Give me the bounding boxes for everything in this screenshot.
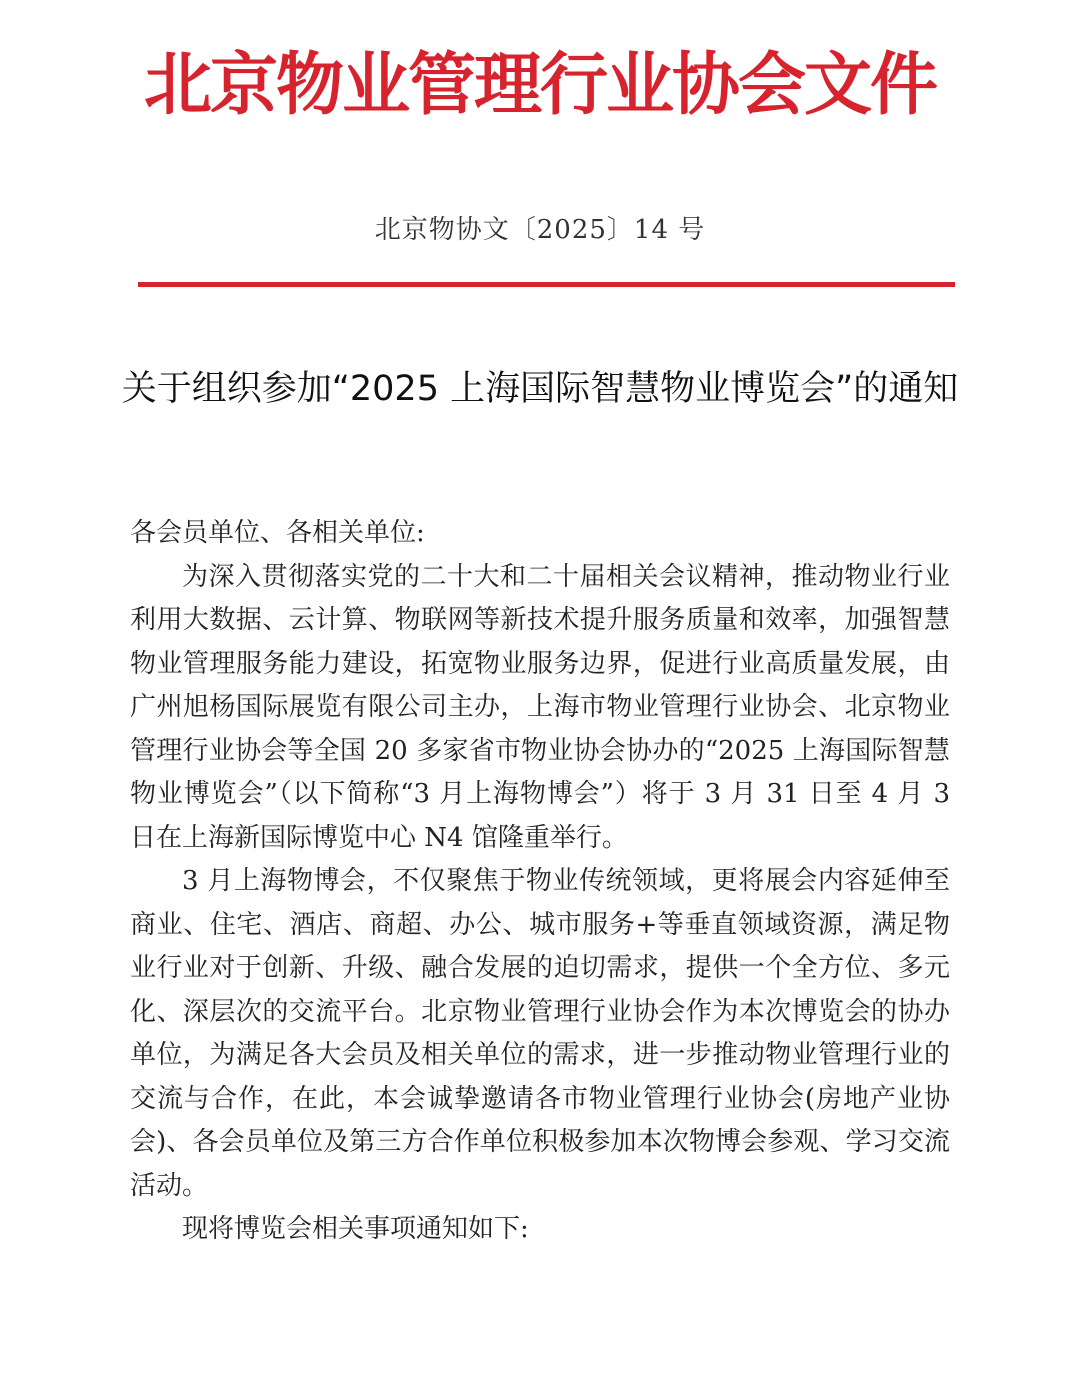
salutation: 各会员单位、各相关单位: (130, 518, 425, 548)
document-body (130, 512, 950, 1252)
body-paragraph-2: 3 月上海物博会，不仅聚焦于物业传统领域，更将展会内容延伸至商业、住宅、酒店、商超、办公、城市服务+等垂直领域资源，满足物业行业对于创新、升级、融合发展的迫切需求，提供一个全方位、多元化、深层次的交流平台。北京物业管理行业协会作为本次博览会的协办单位，为满足各大会员及相关单位的需求，进一步推动物业管理行业的交流与合作，在此，本会诚挚邀请各市物业管理行业协会(房地产业协会)、各会员单位及第三方合作单位积极参加本次物博会参观、学习交流活动。 (130, 866, 950, 1201)
document-number: 北京物协文〔2025〕14 号 (374, 215, 706, 245)
body-paragraph-1: 为深入贯彻落实党的二十大和二十届相关会议精神，推动物业行业利用大数据、云计算、物联网等新技术提升服务质量和效率，加强智慧物业管理服务能力建设，拓宽物业服务边界，促进行业高质量发展，由广州旭杨国际展览有限公司主办，上海市物业管理行业协会、北京物业管理行业协会等全国 20 多家省市物业协会协办的“2025 上海国际智慧物业博览会”（以下简称“3 月上海物博会”）将于 3 月 31 日至 4 月 3 日在上海新国际博览中心 N4 馆隆重举行。 (130, 561, 950, 853)
body-paragraph-3: 现将博览会相关事项通知如下: (182, 1214, 529, 1244)
notice-title: 关于组织参加“2025 上海国际智慧物业博览会”的通知 (121, 369, 959, 409)
document-header-title: 北京物业管理行业协会文件 (143, 45, 936, 125)
header-divider (138, 282, 955, 287)
